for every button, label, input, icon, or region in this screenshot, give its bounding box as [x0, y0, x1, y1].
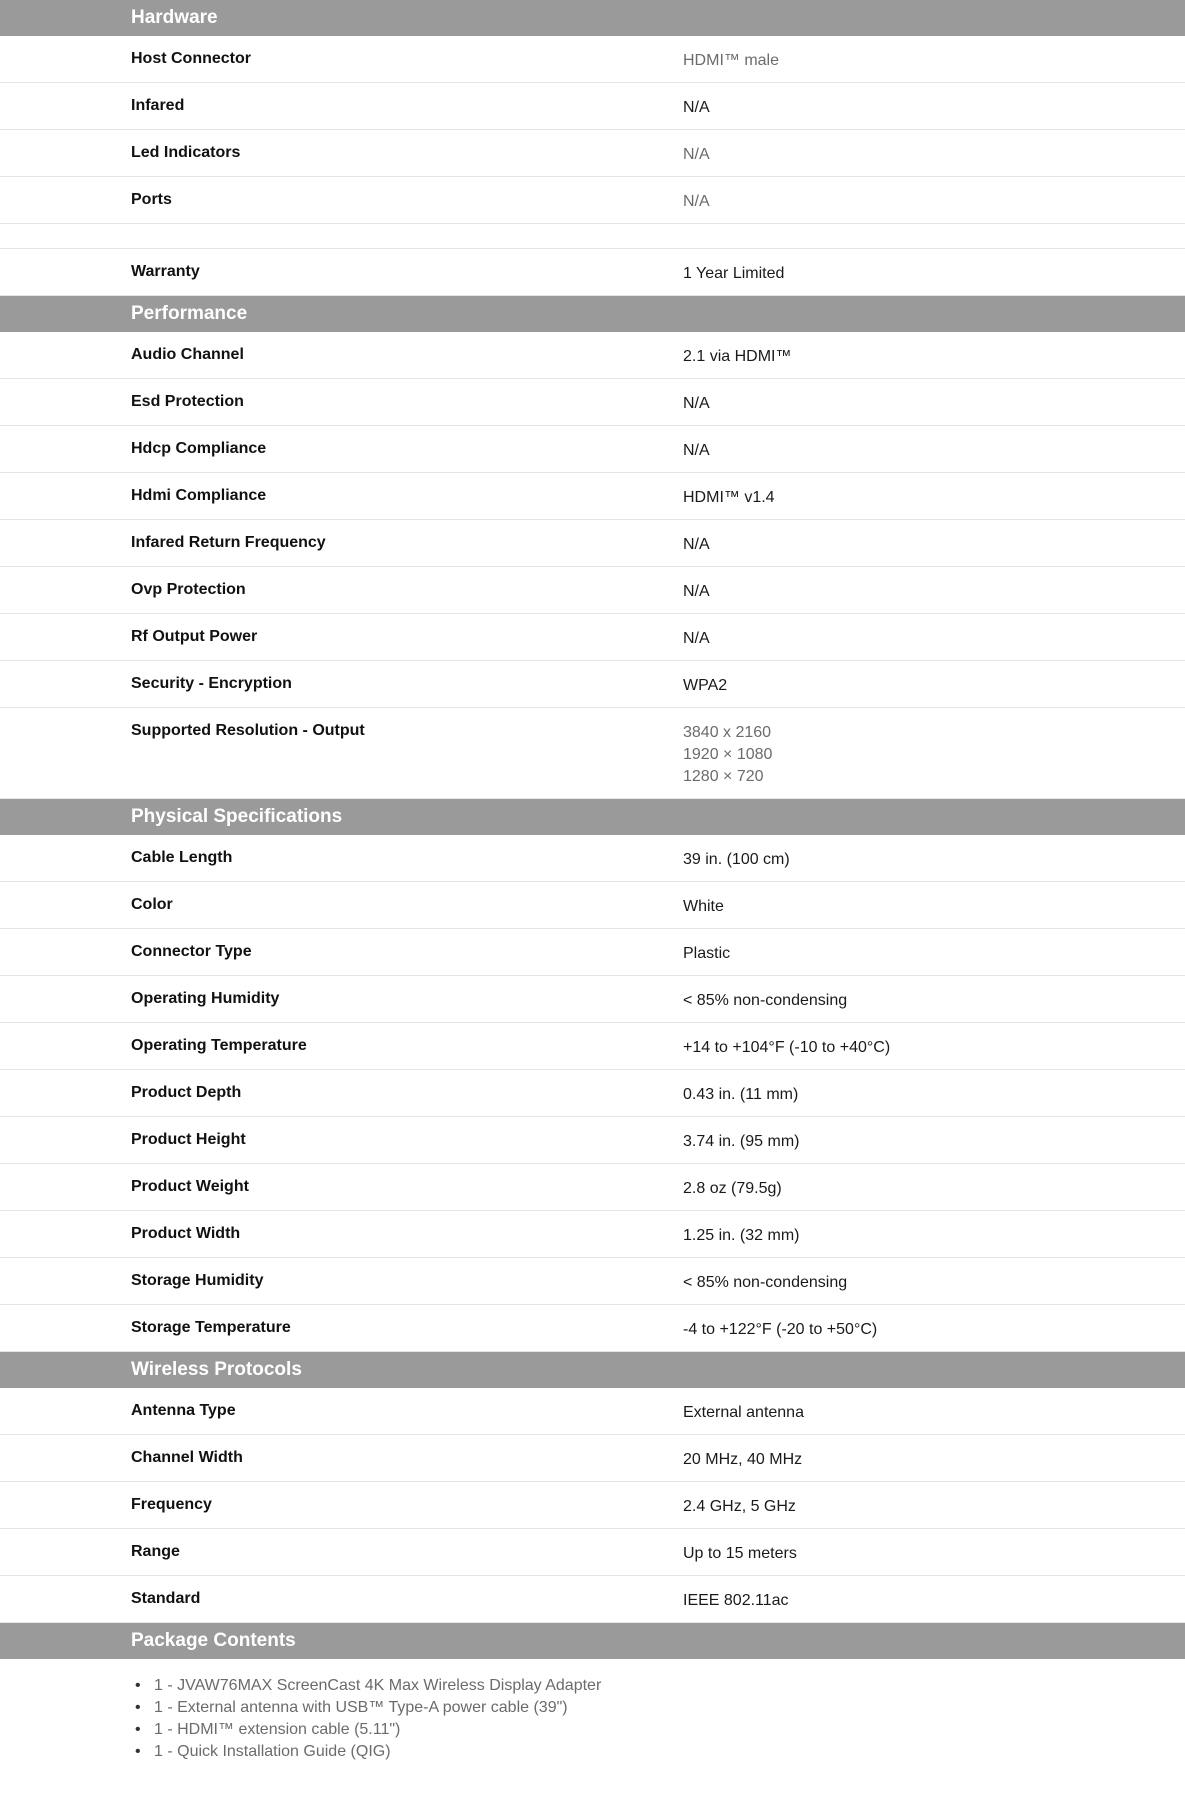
spec-value	[683, 1435, 1185, 1481]
table-row	[0, 36, 1185, 83]
table-row	[0, 1164, 1185, 1211]
spec-value-line: N/A	[683, 536, 710, 553]
spec-value	[683, 1305, 1185, 1351]
spec-label: Channel Width	[131, 1449, 243, 1466]
spec-label: Led Indicators	[131, 144, 241, 161]
table-row	[0, 1305, 1185, 1352]
spec-value-line: WPA2	[683, 677, 728, 694]
spec-value-line: 2.4 GHz, 5 GHz	[683, 1498, 796, 1515]
spec-label: Storage Temperature	[131, 1319, 291, 1336]
spec-value-line: N/A	[683, 630, 710, 647]
spec-value	[683, 332, 1185, 378]
spec-label: Infared	[131, 97, 185, 114]
spec-value-line: N/A	[683, 99, 710, 116]
spec-value	[683, 1211, 1185, 1257]
spec-value-line: 39 in. (100 cm)	[683, 851, 790, 868]
spec-value	[683, 520, 1185, 566]
table-row	[0, 83, 1185, 130]
spec-value-line: -4 to +122°F (-20 to +50°C)	[683, 1321, 878, 1338]
table-row	[0, 224, 1185, 249]
spec-value-line: 20 MHz, 40 MHz	[683, 1451, 803, 1468]
spec-value-line: 1920 × 1080	[683, 746, 773, 763]
spec-label: Ports	[131, 191, 172, 208]
spec-value	[683, 976, 1185, 1022]
section-header-package-contents: Package Contents	[0, 1623, 1185, 1659]
table-row	[0, 1482, 1185, 1529]
section-wireless-protocols	[0, 1352, 1185, 1623]
spec-label: Hdcp Compliance	[131, 440, 267, 457]
table-row	[0, 1576, 1185, 1623]
list-item	[135, 1741, 1185, 1763]
table-row	[0, 567, 1185, 614]
table-row	[0, 614, 1185, 661]
spec-label: Standard	[131, 1590, 201, 1607]
spec-value-line: 1280 × 720	[683, 768, 764, 785]
bullet-icon: •	[135, 1721, 141, 1738]
spec-label: Operating Humidity	[131, 990, 280, 1007]
spec-label: Security - Encryption	[131, 675, 292, 692]
spec-label	[0, 224, 683, 248]
spec-label: Host Connector	[131, 50, 251, 67]
section-header-performance: Performance	[0, 296, 1185, 332]
table-row	[0, 1435, 1185, 1482]
table-row	[0, 835, 1185, 882]
spec-value-line: Up to 15 meters	[683, 1545, 797, 1562]
spec-label: Product Weight	[131, 1178, 249, 1195]
spec-value-line: 3840 x 2160	[683, 724, 772, 741]
spec-value	[683, 379, 1185, 425]
spec-value-line: IEEE 802.11ac	[683, 1592, 789, 1609]
spec-value-line: 3.74 in. (95 mm)	[683, 1133, 800, 1150]
spec-value	[683, 835, 1185, 881]
spec-label: Product Height	[131, 1131, 246, 1148]
table-row	[0, 473, 1185, 520]
spec-value-line: 1.25 in. (32 mm)	[683, 1227, 800, 1244]
package-item-text: 1 - Quick Installation Guide (QIG)	[154, 1743, 391, 1760]
table-row	[0, 708, 1185, 799]
table-row	[0, 177, 1185, 224]
spec-value	[683, 882, 1185, 928]
table-row	[0, 929, 1185, 976]
spec-value	[683, 929, 1185, 975]
spec-label: Storage Humidity	[131, 1272, 264, 1289]
spec-value	[683, 1258, 1185, 1304]
spec-label: Frequency	[131, 1496, 212, 1513]
spec-value-line: N/A	[683, 146, 710, 163]
spec-label: Operating Temperature	[131, 1037, 307, 1054]
spec-value-line: 2.8 oz (79.5g)	[683, 1180, 782, 1197]
section-performance	[0, 296, 1185, 799]
spec-label: Range	[131, 1543, 180, 1560]
spec-label: Product Width	[131, 1225, 241, 1242]
spec-value	[683, 1164, 1185, 1210]
spec-value-line: HDMI™ male	[683, 52, 780, 69]
spec-label: Ovp Protection	[131, 581, 246, 598]
spec-label: Supported Resolution - Output	[131, 722, 365, 739]
spec-value-line: N/A	[683, 583, 710, 600]
spec-value	[683, 614, 1185, 660]
bullet-icon: •	[135, 1677, 141, 1694]
table-row	[0, 332, 1185, 379]
spec-value	[683, 224, 1185, 248]
spec-value	[683, 83, 1185, 129]
spec-value	[683, 661, 1185, 707]
spec-value-line: 2.1 via HDMI™	[683, 348, 792, 365]
table-row	[0, 520, 1185, 567]
table-row	[0, 426, 1185, 473]
package-contents-section	[0, 1623, 1185, 1763]
list-item	[135, 1719, 1185, 1741]
package-contents-list	[0, 1659, 1185, 1763]
list-item	[135, 1697, 1185, 1719]
table-row	[0, 1388, 1185, 1435]
spec-value-line: 1 Year Limited	[683, 265, 785, 282]
spec-label: Infared Return Frequency	[131, 534, 326, 551]
package-item-text: 1 - HDMI™ extension cable (5.11")	[154, 1721, 401, 1738]
spec-label: Audio Channel	[131, 346, 244, 363]
spec-value	[683, 473, 1185, 519]
section-physical-specifications	[0, 799, 1185, 1352]
spec-value-line: < 85% non-condensing	[683, 992, 848, 1009]
spec-value-line: +14 to +104°F (-10 to +40°C)	[683, 1039, 891, 1056]
table-row	[0, 1529, 1185, 1576]
spec-value	[683, 249, 1185, 295]
spec-value	[683, 1388, 1185, 1434]
spec-value	[683, 1482, 1185, 1528]
spec-value-line: N/A	[683, 442, 710, 459]
table-row	[0, 882, 1185, 929]
spec-value	[683, 567, 1185, 613]
spec-label: Connector Type	[131, 943, 252, 960]
table-row	[0, 1258, 1185, 1305]
spec-label: Rf Output Power	[131, 628, 258, 645]
bullet-icon: •	[135, 1743, 141, 1760]
table-row	[0, 976, 1185, 1023]
spec-value	[683, 177, 1185, 223]
section-header-hardware: Hardware	[0, 0, 1185, 36]
spec-label: Cable Length	[131, 849, 233, 866]
spec-value	[683, 1023, 1185, 1069]
spec-value	[683, 1529, 1185, 1575]
table-row	[0, 379, 1185, 426]
bullet-icon: •	[135, 1699, 141, 1716]
table-row	[0, 1211, 1185, 1258]
table-row	[0, 249, 1185, 296]
spec-value-line: External antenna	[683, 1404, 804, 1421]
spec-value	[683, 1070, 1185, 1116]
spec-value	[683, 130, 1185, 176]
spec-value-line: N/A	[683, 193, 710, 210]
spec-value	[683, 1576, 1185, 1622]
spec-value	[683, 36, 1185, 82]
spec-value	[683, 426, 1185, 472]
spec-value-line: < 85% non-condensing	[683, 1274, 848, 1291]
spec-value-line: N/A	[683, 395, 710, 412]
spec-value	[683, 1117, 1185, 1163]
spec-label: Antenna Type	[131, 1402, 236, 1419]
spec-label: Hdmi Compliance	[131, 487, 267, 504]
table-row	[0, 1070, 1185, 1117]
section-hardware	[0, 0, 1185, 296]
spec-value-line: Plastic	[683, 945, 731, 962]
table-row	[0, 661, 1185, 708]
table-row	[0, 1023, 1185, 1070]
section-header-wireless-protocols: Wireless Protocols	[0, 1352, 1185, 1388]
package-item-text: 1 - JVAW76MAX ScreenCast 4K Max Wireless Display Adapter	[154, 1677, 602, 1694]
spec-label: Color	[131, 896, 173, 913]
spec-value-line: 0.43 in. (11 mm)	[683, 1086, 799, 1103]
spec-value-line: HDMI™ v1.4	[683, 489, 775, 506]
table-row	[0, 130, 1185, 177]
spec-value	[683, 708, 1185, 798]
spec-label: Product Depth	[131, 1084, 242, 1101]
list-item	[135, 1675, 1185, 1697]
package-item-text: 1 - External antenna with USB™ Type-A power cable (39")	[154, 1699, 568, 1716]
spec-value-line: White	[683, 898, 724, 915]
spec-label: Esd Protection	[131, 393, 244, 410]
section-header-physical-specifications: Physical Specifications	[0, 799, 1185, 835]
table-row	[0, 1117, 1185, 1164]
spec-label: Warranty	[131, 263, 200, 280]
